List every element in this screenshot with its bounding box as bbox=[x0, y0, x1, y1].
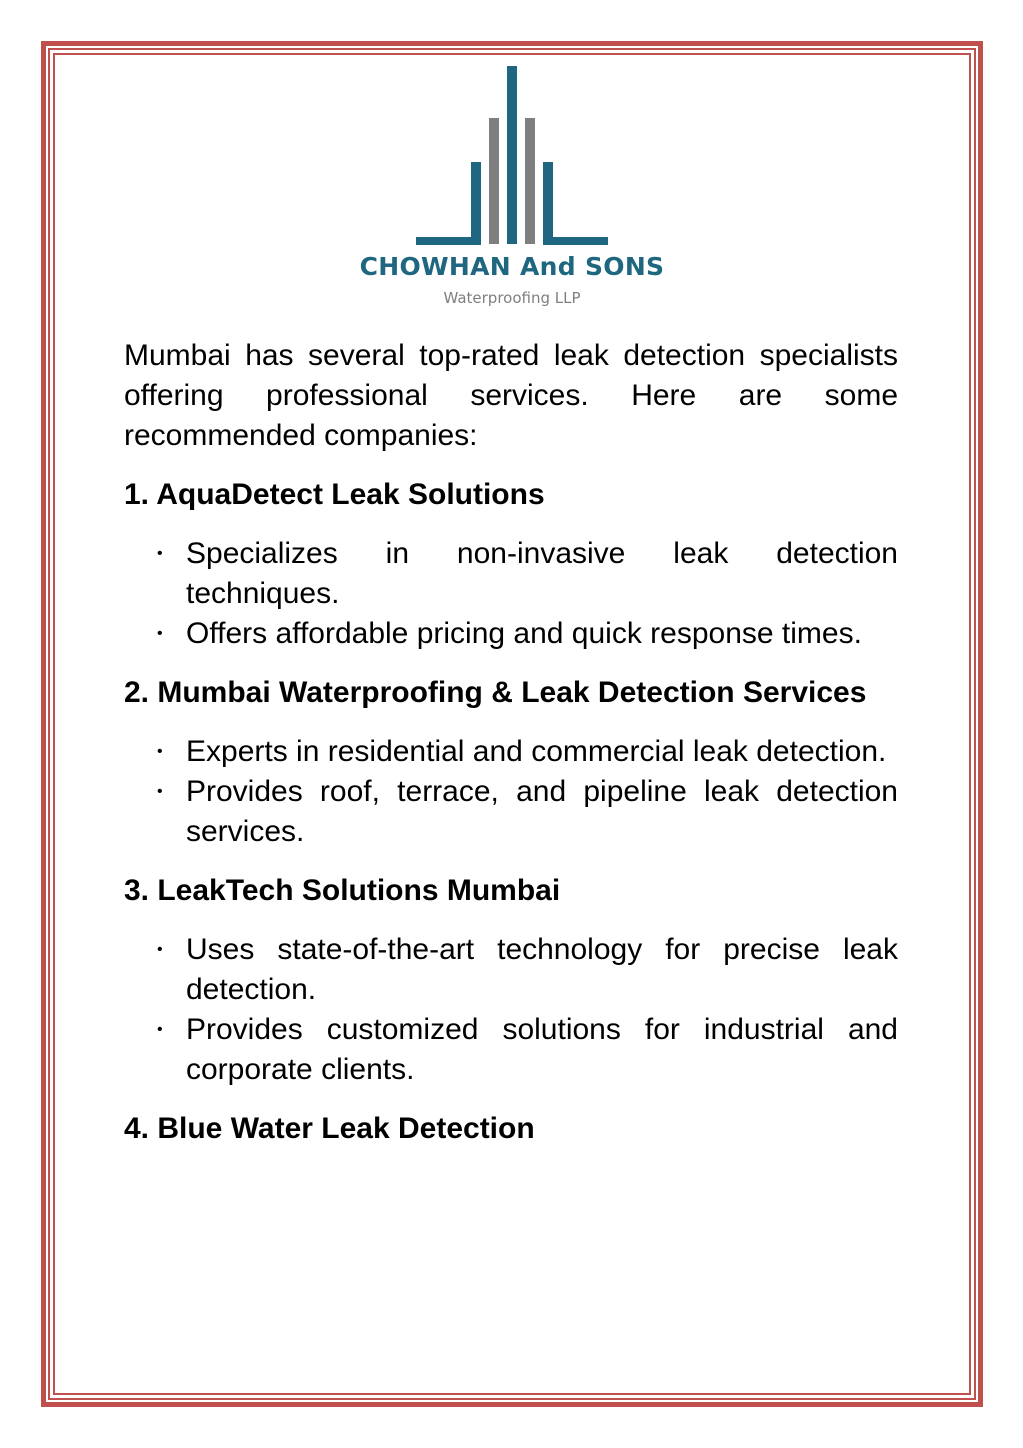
bullet-dot-icon: • bbox=[157, 625, 163, 642]
document-body bbox=[124, 336, 898, 1168]
company-bullets bbox=[124, 534, 898, 654]
bullet-item bbox=[124, 732, 898, 772]
bullet-text: Experts in residential and commercial leak detection. bbox=[186, 735, 887, 768]
logo-subtitle: Waterproofing LLP bbox=[443, 289, 581, 307]
bullet-dot-icon: • bbox=[157, 783, 163, 800]
bullet-text: Uses state-of-the-art technology for precise leak detection. bbox=[186, 933, 898, 1006]
company-section bbox=[124, 475, 898, 654]
company-section bbox=[124, 871, 898, 1090]
bullet-dot-icon: • bbox=[157, 941, 163, 958]
bullet-item bbox=[124, 930, 898, 1010]
bullet-text: Specializes in non-invasive leak detection techniques. bbox=[186, 537, 898, 610]
bullet-dot-icon: • bbox=[157, 545, 163, 562]
bullet-item bbox=[124, 1010, 898, 1090]
company-heading: 1. AquaDetect Leak Solutions bbox=[124, 478, 545, 511]
bullet-text: Provides customized solutions for industrial and corporate clients. bbox=[186, 1013, 898, 1086]
company-heading: 2. Mumbai Waterproofing & Leak Detection Services bbox=[124, 676, 867, 709]
bullet-item bbox=[124, 614, 898, 654]
bullet-dot-icon: • bbox=[157, 743, 163, 760]
company-bullets bbox=[124, 930, 898, 1090]
bullet-text: Offers affordable pricing and quick response times. bbox=[186, 617, 862, 650]
bullet-item bbox=[124, 772, 898, 852]
company-section bbox=[124, 673, 898, 852]
bullet-item bbox=[124, 534, 898, 614]
intro-paragraph: Mumbai has several top-rated leak detection specialists offering professional services. Here are some recommended companies: bbox=[124, 339, 898, 452]
bullet-text: Provides roof, terrace, and pipeline leak detection services. bbox=[186, 775, 898, 848]
logo-company-name: CHOWHAN And SONS bbox=[359, 252, 665, 281]
company-heading: 3. LeakTech Solutions Mumbai bbox=[124, 874, 561, 907]
bullet-dot-icon: • bbox=[157, 1021, 163, 1038]
company-heading: 4. Blue Water Leak Detection bbox=[124, 1112, 535, 1145]
company-bullets bbox=[124, 732, 898, 852]
building-logo-icon bbox=[352, 60, 672, 250]
company-section bbox=[124, 1109, 898, 1149]
company-logo bbox=[352, 60, 672, 320]
